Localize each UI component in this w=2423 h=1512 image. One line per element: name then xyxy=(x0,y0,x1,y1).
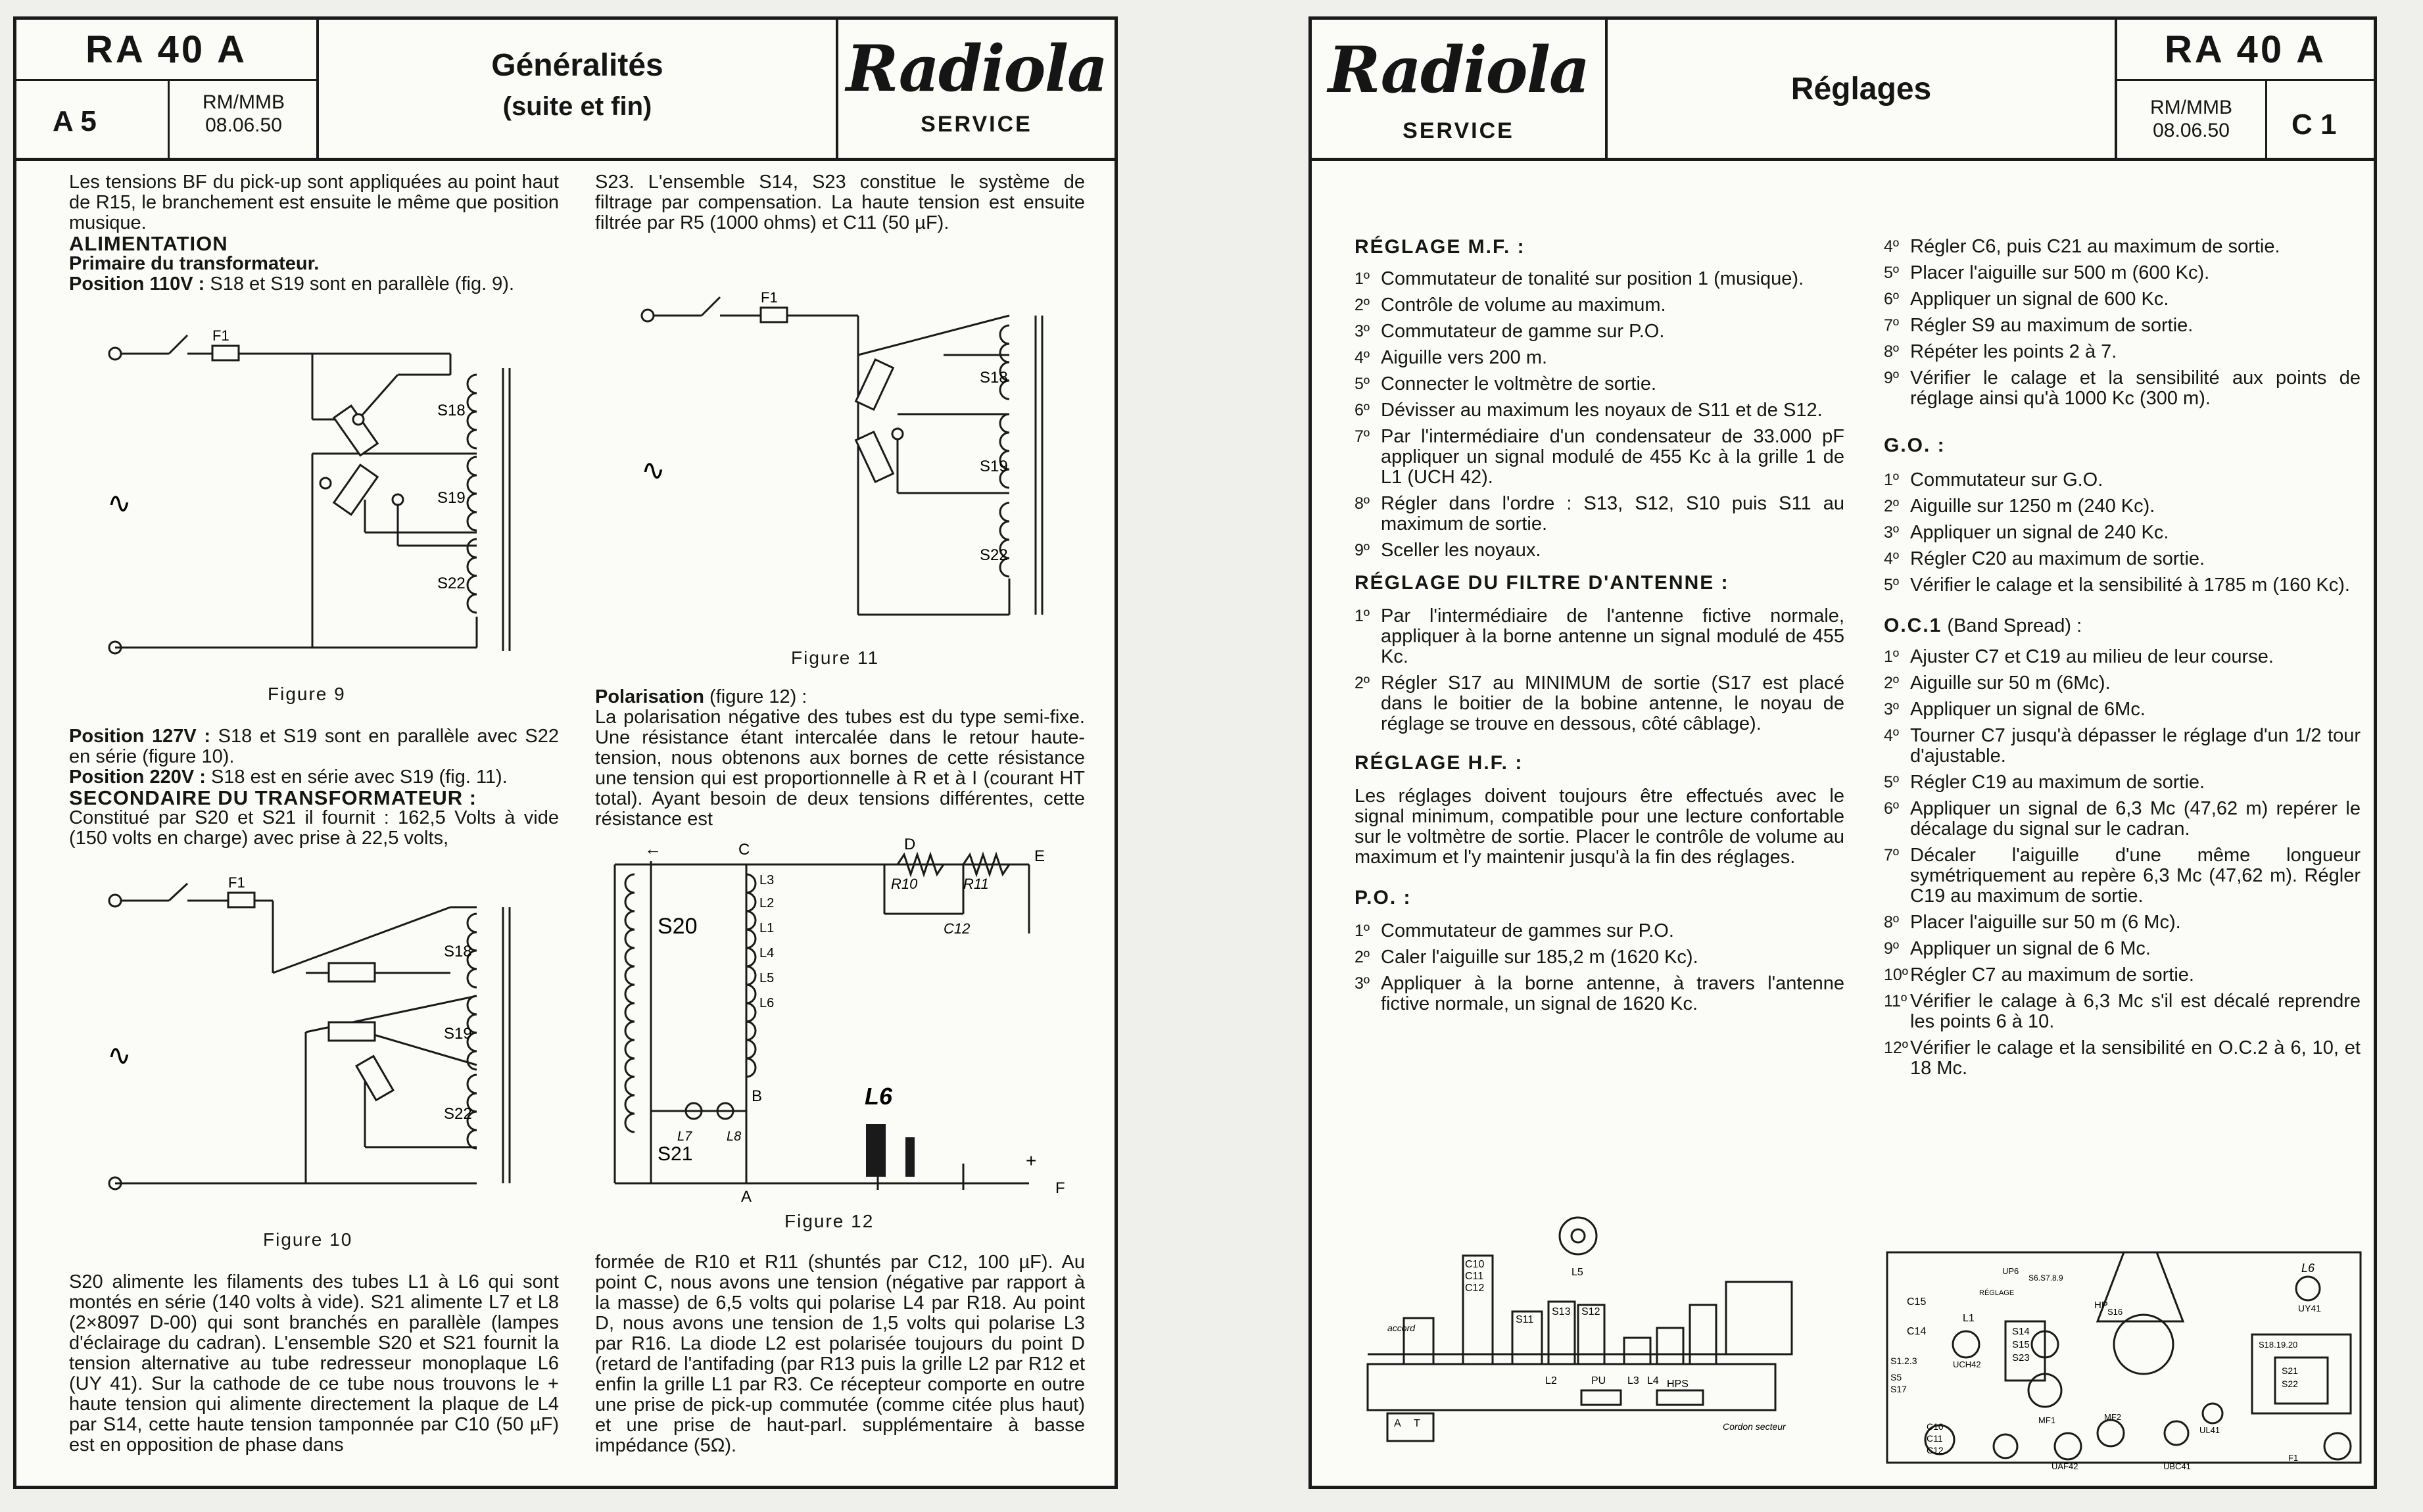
step-item xyxy=(1884,699,2361,720)
step-text: Appliquer un signal de 600 Kc. xyxy=(1910,289,2169,310)
top-uy41: UY41 xyxy=(2298,1303,2322,1313)
polarisation-block xyxy=(595,687,1085,830)
fig10-s22-label: S22 xyxy=(444,1105,472,1123)
step-number: 2º xyxy=(1355,296,1370,314)
step-number: 3º xyxy=(1355,974,1370,993)
front-l4: L4 xyxy=(1647,1375,1659,1386)
top-s18: S18.19.20 xyxy=(2259,1340,2298,1350)
figure-12-diagram xyxy=(595,835,1095,1203)
step-text: Placer l'aiguille sur 50 m (6 Mc). xyxy=(1910,912,2181,933)
step-text: Appliquer un signal de 6 Mc. xyxy=(1910,938,2151,959)
radiola-logo-right: Radiola xyxy=(1328,33,1589,107)
right-page xyxy=(1308,16,2377,1489)
page-code: A 5 xyxy=(53,105,97,137)
po-heading: P.O. : xyxy=(1355,887,1412,909)
front-a: A xyxy=(1394,1418,1401,1429)
figure-9-diagram xyxy=(56,316,569,684)
reglage-hf-heading: RÉGLAGE H.F. : xyxy=(1355,752,1523,774)
fig11-s19-label: S19 xyxy=(980,458,1008,475)
step-number: 2º xyxy=(1884,497,1900,515)
step-text: Commutateur de gamme sur P.O. xyxy=(1381,321,1665,342)
step-item xyxy=(1355,673,1844,734)
step-number: 4º xyxy=(1884,550,1900,568)
step-text: Dévisser au maximum les noyaux de S11 et de S12. xyxy=(1381,400,1823,421)
fig12-point-b: B xyxy=(752,1087,763,1105)
fig12-l8: L8 xyxy=(727,1129,742,1144)
filtre-antenne-heading: RÉGLAGE DU FILTRE D'ANTENNE : xyxy=(1355,572,1729,594)
left-col2-top: S23. L'ensemble S14, S23 constitue le système de filtrage par compensation. La haute tension est ensuite filtrée par R5 (1000 ohms) et C11 (50 µF). xyxy=(595,172,1085,233)
front-l3: L3 xyxy=(1627,1375,1639,1386)
step-text: Vérifier le calage à 6,3 Mc s'il est décalé reprendre les points 6 à 10. xyxy=(1910,991,2361,1032)
step-number: 8º xyxy=(1884,343,1900,361)
oc1-heading-line xyxy=(1884,615,2361,636)
go-steps xyxy=(1884,470,2361,596)
fig11-ac-symbol: ∿ xyxy=(641,454,665,486)
step-item xyxy=(1884,965,2361,985)
step-number: 5º xyxy=(1884,264,1900,282)
top-c15: C15 xyxy=(1907,1296,1927,1308)
step-item xyxy=(1884,647,2361,667)
page-title-right: Réglages xyxy=(1790,72,1932,106)
page-code-right: C 1 xyxy=(2291,108,2337,141)
step-item xyxy=(1355,921,1844,941)
model-number: RA 40 A xyxy=(85,28,248,71)
step-text: Par l'intermédiaire de l'antenne fictive normale, appliquer à la borne antenne un signal modulé de 455 Kc. xyxy=(1381,605,1844,667)
top-l6: L6 xyxy=(2301,1262,2315,1275)
doc-date: 08.06.50 xyxy=(205,114,282,136)
top-s22: S22 xyxy=(2282,1379,2298,1389)
right-model-block xyxy=(2117,20,2374,158)
step-item xyxy=(1884,368,2361,409)
step-text: Appliquer un signal de 240 Kc. xyxy=(1910,522,2169,543)
step-number: 11º xyxy=(1884,992,1907,1010)
top-c14: C14 xyxy=(1907,1326,1927,1337)
front-hps: HPS xyxy=(1667,1379,1689,1390)
model-number-right: RA 40 A xyxy=(2164,28,2327,71)
fig12-l7: L7 xyxy=(677,1129,692,1144)
step-item xyxy=(1355,348,1844,368)
polarisation-figure-ref: (figure 12) : xyxy=(704,686,807,707)
step-number: 9º xyxy=(1884,369,1900,387)
step-text: Régler dans l'ordre : S13, S12, S10 puis S11 au maximum de sortie. xyxy=(1381,493,1844,534)
step-text: Décaler l'aiguille d'une même longueur symétriquement au repère 6,3 Mc (47,62 m). Régler C19 au maximum de sortie. xyxy=(1910,845,2361,907)
fig12-point-a: A xyxy=(741,1188,752,1203)
page-title: Généralités xyxy=(491,48,663,83)
step-text: Ajuster C7 et C19 au milieu de leur course. xyxy=(1910,646,2274,667)
front-c10: C10 xyxy=(1465,1259,1485,1270)
step-item xyxy=(1355,400,1844,421)
position-220-label: Position 220V : xyxy=(69,767,206,788)
step-text: Par l'intermédiaire d'un condensateur de 33.000 pF appliquer un signal modulé de 455 Kc à la grille 1 de L1 (UCH 42). xyxy=(1381,426,1844,488)
fig12-l6: L6 xyxy=(759,996,775,1010)
fig9-fuse-label: F1 xyxy=(212,327,229,344)
front-c11: C11 xyxy=(1465,1271,1484,1282)
figure-11-caption: Figure 11 xyxy=(791,648,880,668)
fig9-s18-label: S18 xyxy=(437,402,466,419)
top-ubc41: UBC41 xyxy=(2163,1461,2191,1471)
fig10-ac-symbol: ∿ xyxy=(107,1039,132,1072)
step-number: 12º xyxy=(1884,1039,1908,1057)
top-uaf42: UAF42 xyxy=(2051,1461,2078,1471)
fig12-r10: R10 xyxy=(891,876,918,892)
fig12-plus: + xyxy=(1026,1150,1037,1171)
step-item xyxy=(1884,523,2361,543)
step-text: Répéter les points 2 à 7. xyxy=(1910,341,2117,362)
left-col2-bottom: formée de R10 et R11 (shuntés par C12, 100 µF). Au point C, nous avons une tension (négative par rapport à la masse) de 6,5 volts qui polarise L4 par R18. Au point D, nous avons une tension de 1,5 volts qui polarise L3 par R16. La diode L2 est polarisée toujours du point D (retard de l'antifading (par R13 puis la grille L2 par R12 et enfin la grille L1 par R3. Ce récepteur comporte en outre une prise de pick-up commutée (comme citée plus haut) et une prise de haut-parl. supplémentaire à basse impédance (5Ω). xyxy=(595,1252,1085,1456)
step-text: Appliquer un signal de 6Mc. xyxy=(1910,699,2146,720)
step-number: 7º xyxy=(1355,427,1370,446)
filtre-antenne-steps xyxy=(1355,606,1844,734)
step-text: Placer l'aiguille sur 500 m (600 Kc). xyxy=(1910,262,2210,283)
step-item xyxy=(1884,845,2361,907)
fig12-point-c: C xyxy=(738,841,750,859)
step-text: Commutateur de tonalité sur position 1 (musique). xyxy=(1381,268,1804,289)
front-pu: PU xyxy=(1591,1375,1606,1386)
step-item xyxy=(1884,1038,2361,1079)
step-number: 5º xyxy=(1884,773,1900,791)
front-s11: S11 xyxy=(1516,1314,1534,1325)
step-number: 8º xyxy=(1884,913,1900,932)
radiola-logo: Radiola xyxy=(846,32,1107,106)
right-header xyxy=(1312,20,2374,161)
intro-paragraph: Les tensions BF du pick-up sont appliquées au point haut de R15, le branchement est ensuite le même que position musique. xyxy=(69,172,559,233)
step-text: Sceller les noyaux. xyxy=(1381,540,1541,561)
ref-code-right: RM/MMB xyxy=(2150,97,2232,118)
step-item xyxy=(1355,540,1844,561)
top-c12: C12 xyxy=(1927,1445,1944,1455)
step-number: 7º xyxy=(1884,316,1900,335)
top-s5: S5 xyxy=(1890,1372,1902,1382)
fig12-l3: L3 xyxy=(759,873,775,887)
step-number: 9º xyxy=(1355,541,1370,559)
position-127-text: S18 et S19 sont en parallèle avec S22 en série (figure 10). xyxy=(69,726,559,767)
step-number: 4º xyxy=(1884,237,1900,256)
step-number: 4º xyxy=(1884,726,1900,745)
fig9-s22-label: S22 xyxy=(437,575,466,592)
step-item xyxy=(1884,991,2361,1032)
front-label-right: Cordon secteur xyxy=(1723,1421,1786,1432)
step-text: Commutateur sur G.O. xyxy=(1910,469,2103,490)
position-110-label: Position 110V : xyxy=(69,273,205,295)
fig9-ac-symbol: ∿ xyxy=(107,487,132,519)
go-heading: G.O. : xyxy=(1884,435,1946,456)
step-number: 2º xyxy=(1355,948,1370,966)
service-label: SERVICE xyxy=(921,112,1032,137)
step-text: Appliquer à la borne antenne, à travers l'antenne fictive normale, un signal de 1620 Kc. xyxy=(1381,973,1844,1014)
fig12-l2: L2 xyxy=(759,896,775,910)
step-number: 6º xyxy=(1884,799,1900,818)
step-number: 4º xyxy=(1355,348,1370,367)
front-c12: C12 xyxy=(1465,1283,1485,1294)
step-number: 6º xyxy=(1884,290,1900,308)
top-up6: UP6 xyxy=(2002,1266,2019,1276)
step-item xyxy=(1884,263,2361,283)
top-s17: S17 xyxy=(1890,1384,1907,1394)
step-text: Aiguille sur 50 m (6Mc). xyxy=(1910,673,2111,694)
step-text: Aiguille vers 200 m. xyxy=(1381,347,1548,368)
step-text: Régler C6, puis C21 au maximum de sortie. xyxy=(1910,236,2280,257)
figure-12-caption: Figure 12 xyxy=(784,1211,875,1231)
step-item xyxy=(1884,342,2361,362)
top-s14: S14 xyxy=(2012,1326,2030,1337)
top-mf2: MF2 xyxy=(2104,1412,2121,1422)
top-s23: S23 xyxy=(2012,1352,2030,1363)
step-text: Régler S9 au maximum de sortie. xyxy=(1910,315,2194,336)
top-mf1: MF1 xyxy=(2038,1415,2055,1425)
top-reglage: RÉGLAGE xyxy=(1979,1289,2015,1297)
step-item xyxy=(1884,289,2361,310)
top-ul41: UL41 xyxy=(2199,1425,2220,1435)
position-220-text: S18 est en série avec S19 (fig. 11). xyxy=(205,767,508,788)
position-220-line xyxy=(69,767,559,788)
fig9-s19-label: S19 xyxy=(437,489,466,507)
front-s12: S12 xyxy=(1581,1306,1600,1317)
chassis-top-view xyxy=(1881,1229,2367,1473)
top-s21: S21 xyxy=(2282,1365,2298,1376)
step-text: Régler C19 au maximum de sortie. xyxy=(1910,772,2205,793)
right-logo-block xyxy=(1312,20,1608,158)
step-item xyxy=(1355,321,1844,342)
step-item xyxy=(1355,494,1844,534)
step-number: 6º xyxy=(1355,401,1370,419)
top-f1: F1 xyxy=(2288,1453,2299,1463)
doc-date-right: 08.06.50 xyxy=(2153,120,2230,141)
step-item xyxy=(1355,269,1844,289)
page-subtitle: (suite et fin) xyxy=(502,92,652,121)
reglage-mf-heading: RÉGLAGE M.F. : xyxy=(1355,236,1525,258)
step-text: Régler C20 au maximum de sortie. xyxy=(1910,548,2205,569)
step-item xyxy=(1884,799,2361,839)
position-127-line xyxy=(69,726,559,767)
fig12-l1: L1 xyxy=(759,921,775,935)
step-number: 2º xyxy=(1355,674,1370,692)
step-number: 3º xyxy=(1884,700,1900,719)
top-s1: S1.2.3 xyxy=(1890,1356,1917,1366)
fig12-arrow-label: ← xyxy=(644,839,661,859)
fig12-l6-big: L6 xyxy=(865,1083,893,1110)
primaire-heading: Primaire du transformateur. xyxy=(69,253,320,274)
top-c10: C10 xyxy=(1927,1421,1944,1432)
reglage-hf-text: Les réglages doivent toujours être effectués avec le signal minimum, compatible pour une lecture confortable sur le voltmètre de sortie. Placer le contrôle de volume au maximum et l'y maintenir jusqu'à la fin des réglages. xyxy=(1355,786,1844,868)
oc1-subtitle: (Band Spread) : xyxy=(1942,615,2082,636)
left-title-block xyxy=(319,20,838,158)
front-s13: S13 xyxy=(1552,1306,1571,1317)
figure-10-diagram xyxy=(56,868,569,1216)
position-127-label: Position 127V : xyxy=(69,726,211,747)
po-steps xyxy=(1355,921,1844,1014)
step-item xyxy=(1355,606,1844,667)
left-logo-block xyxy=(838,20,1115,158)
fig10-s18-label: S18 xyxy=(444,943,472,960)
right-col2 xyxy=(1884,237,2361,1085)
polarisation-heading: Polarisation xyxy=(595,686,704,707)
fig12-point-f: F xyxy=(1055,1179,1065,1197)
step-number: 10º xyxy=(1884,966,1908,984)
step-text: Appliquer un signal de 6,3 Mc (47,62 m) repérer le décalage du signal sur le cadran. xyxy=(1910,798,2361,839)
fig12-s21: S21 xyxy=(658,1143,693,1165)
step-number: 1º xyxy=(1884,471,1900,489)
step-item xyxy=(1884,772,2361,793)
step-text: Régler S17 au MINIMUM de sortie (S17 est placé dans le boitier de la bobine antenne, le noyau de réglage se trouve en dessous, côté câblage). xyxy=(1381,673,1844,734)
step-item xyxy=(1884,912,2361,933)
oc1-heading: O.C.1 xyxy=(1884,615,1942,636)
step-item xyxy=(1884,939,2361,959)
step-number: 1º xyxy=(1355,922,1370,940)
figure-9-caption: Figure 9 xyxy=(268,684,346,704)
step-item xyxy=(1884,726,2361,767)
step-item xyxy=(1884,575,2361,596)
fig11-fuse-label: F1 xyxy=(761,289,778,306)
left-page xyxy=(13,16,1118,1489)
po-steps-continued xyxy=(1884,237,2361,409)
top-s15: S15 xyxy=(2012,1339,2030,1350)
fig12-r11: R11 xyxy=(963,876,989,892)
figure-11-diagram xyxy=(588,276,1101,644)
step-number: 1º xyxy=(1884,648,1900,666)
fig10-fuse-label: F1 xyxy=(228,874,245,891)
front-l5: L5 xyxy=(1571,1267,1583,1278)
chassis-front-view xyxy=(1348,1196,1848,1459)
step-item xyxy=(1884,549,2361,569)
top-hp: HP xyxy=(2094,1300,2108,1311)
left-col1-top xyxy=(69,172,559,295)
figure-10-caption: Figure 10 xyxy=(263,1229,353,1250)
step-number: 3º xyxy=(1355,322,1370,341)
step-text: Aiguille sur 1250 m (240 Kc). xyxy=(1910,496,2155,517)
fig12-point-e: E xyxy=(1034,847,1045,865)
fig11-s18-label: S18 xyxy=(980,369,1008,387)
step-number: 7º xyxy=(1884,846,1900,864)
fig12-c12: C12 xyxy=(944,920,971,937)
step-item xyxy=(1884,470,2361,490)
step-number: 5º xyxy=(1355,375,1370,393)
right-col1 xyxy=(1355,237,1844,1020)
front-label-left: accord xyxy=(1387,1323,1416,1333)
fig12-l4: L4 xyxy=(759,946,775,960)
position-110-text: S18 et S19 sont en parallèle (fig. 9). xyxy=(204,273,515,295)
step-item xyxy=(1884,316,2361,336)
step-item xyxy=(1884,496,2361,517)
fig12-l5: L5 xyxy=(759,971,775,985)
reglage-mf-steps xyxy=(1355,269,1844,561)
step-text: Caler l'aiguille sur 185,2 m (1620 Kc). xyxy=(1381,947,1698,968)
step-item xyxy=(1355,427,1844,488)
top-s6: S6.S7.8.9 xyxy=(2028,1273,2063,1283)
step-text: Vérifier le calage et la sensibilité en O.C.2 à 6, 10, et 18 Mc. xyxy=(1910,1037,2361,1079)
step-text: Régler C7 au maximum de sortie. xyxy=(1910,964,2194,985)
front-l2: L2 xyxy=(1545,1375,1557,1386)
step-text: Vérifier le calage et la sensibilité à 1785 m (160 Kc). xyxy=(1910,575,2350,596)
step-number: 1º xyxy=(1355,607,1370,625)
step-item xyxy=(1355,974,1844,1014)
polarisation-text: La polarisation négative des tubes est du type semi-fixe. Une résistance étant intercalée dans le retour haute-tension, nous obtenons aux bornes de cette résistance une tension qui est proportionnelle à R et à I (courant HT total). Ayant besoin de deux tensions différentes, cette résistance est xyxy=(595,707,1085,830)
step-number: 9º xyxy=(1884,939,1900,958)
position-110-line xyxy=(69,274,559,295)
secondaire-text: Constitué par S20 et S21 il fournit : 162,5 Volts à vide (150 volts en charge) avec prise à 22,5 volts, xyxy=(69,807,559,849)
left-col1-bottom: S20 alimente les filaments des tubes L1 à L6 qui sont montés en série (140 volts à vide). S21 alimente L7 et L8 (2×8097 D-00) qui sont branchés en parallèle (lampes d'éclairage du cadran). L'ensemble S20 et S21 fournit la tension alternative au tube redresseur monoplaque L6 (UY 41). Sur la cathode de ce tube nous trouvons le + haute tension qui alimente directement la plaque de L4 par S14, cette haute tension tamponnée par C10 (50 µF) est en opposition de phase dans xyxy=(69,1271,559,1455)
fig12-s20: S20 xyxy=(658,914,698,939)
step-number: 2º xyxy=(1884,674,1900,692)
step-item xyxy=(1884,237,2361,257)
step-item xyxy=(1355,295,1844,316)
fig10-s19-label: S19 xyxy=(444,1025,472,1043)
ref-code: RM/MMB xyxy=(203,91,285,113)
service-label-right: SERVICE xyxy=(1403,118,1514,143)
top-uch42: UCH42 xyxy=(1953,1359,1981,1369)
oc1-steps xyxy=(1884,647,2361,1079)
step-text: Vérifier le calage et la sensibilité aux points de réglage ainsi qu'à 1000 Kc (300 m). xyxy=(1910,367,2361,409)
step-item xyxy=(1355,374,1844,394)
top-l1: L1 xyxy=(1963,1313,1975,1324)
right-title-block xyxy=(1608,20,2117,158)
alimentation-heading: ALIMENTATION xyxy=(69,232,228,255)
step-number: 8º xyxy=(1355,494,1370,513)
step-text: Contrôle de volume au maximum. xyxy=(1381,295,1666,316)
polarisation-heading-line xyxy=(595,687,1085,707)
step-number: 1º xyxy=(1355,270,1370,288)
step-item xyxy=(1884,673,2361,694)
step-item xyxy=(1355,947,1844,968)
left-col1-mid xyxy=(69,726,559,849)
step-text: Connecter le voltmètre de sortie. xyxy=(1381,373,1657,394)
front-t: T xyxy=(1414,1418,1420,1429)
top-c11: C11 xyxy=(1927,1433,1943,1444)
left-header xyxy=(16,20,1115,161)
step-text: Tourner C7 jusqu'à dépasser le réglage d'un 1/2 tour d'ajustable. xyxy=(1910,725,2361,767)
top-s16: S16 xyxy=(2107,1307,2123,1317)
secondaire-heading: SECONDAIRE DU TRANSFORMATEUR : xyxy=(69,786,477,809)
step-text: Commutateur de gammes sur P.O. xyxy=(1381,920,1674,941)
fig12-point-d: D xyxy=(904,836,916,853)
left-model-block xyxy=(16,20,319,158)
step-number: 5º xyxy=(1884,576,1900,594)
fig11-s22-label: S22 xyxy=(980,546,1008,564)
step-number: 3º xyxy=(1884,523,1900,542)
